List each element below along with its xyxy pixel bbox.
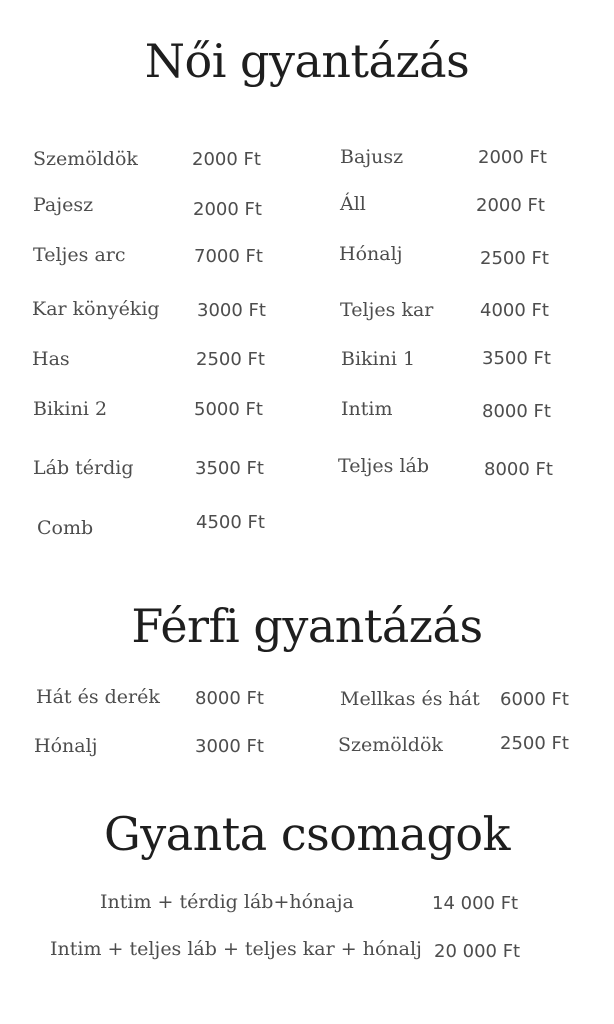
service-name: Láb térdig bbox=[33, 457, 134, 479]
service-price: 2000 Ft bbox=[478, 147, 547, 168]
service-price: 3000 Ft bbox=[197, 300, 266, 321]
service-price: 3500 Ft bbox=[482, 348, 551, 369]
women-section-title: Női gyantázás bbox=[144, 34, 470, 88]
service-name: Hónalj bbox=[34, 735, 98, 757]
service-name: Teljes kar bbox=[340, 299, 434, 321]
service-name: Kar könyékig bbox=[32, 298, 160, 320]
service-price: 4000 Ft bbox=[480, 300, 549, 321]
service-price: 8000 Ft bbox=[484, 459, 553, 480]
service-price: 4500 Ft bbox=[196, 512, 265, 533]
package-name: Intim + térdig láb+hónaja bbox=[100, 891, 354, 913]
service-name: Mellkas és hát bbox=[340, 688, 480, 710]
service-price: 8000 Ft bbox=[195, 688, 264, 709]
service-name: Bajusz bbox=[340, 146, 404, 168]
service-price: 2500 Ft bbox=[480, 248, 549, 269]
package-price: 20 000 Ft bbox=[434, 941, 521, 962]
service-name: Teljes láb bbox=[338, 455, 430, 477]
service-name: Teljes arc bbox=[33, 244, 126, 266]
service-price: 2500 Ft bbox=[500, 733, 569, 754]
service-price: 7000 Ft bbox=[194, 246, 263, 267]
service-name: Bikini 1 bbox=[341, 348, 416, 370]
service-name: Szemöldök bbox=[33, 148, 138, 170]
service-name: Pajesz bbox=[33, 194, 94, 216]
service-price: 2500 Ft bbox=[196, 349, 265, 370]
service-price: 2000 Ft bbox=[476, 195, 545, 216]
service-name: Has bbox=[32, 348, 70, 370]
service-price: 6000 Ft bbox=[500, 689, 569, 710]
package-price: 14 000 Ft bbox=[432, 893, 519, 914]
package-name: Intim + teljes láb + teljes kar + hónalj bbox=[50, 938, 422, 960]
service-name: Szemöldök bbox=[338, 734, 443, 756]
service-price: 2000 Ft bbox=[192, 149, 261, 170]
service-name: Bikini 2 bbox=[33, 398, 108, 420]
service-name: Hónalj bbox=[339, 243, 403, 265]
service-price: 5000 Ft bbox=[194, 399, 263, 420]
packages-section-title: Gyanta csomagok bbox=[104, 807, 510, 861]
service-name: Comb bbox=[37, 517, 94, 539]
service-name: Hát és derék bbox=[36, 686, 160, 708]
service-price: 8000 Ft bbox=[482, 401, 551, 422]
men-section-title: Férfi gyantázás bbox=[131, 599, 483, 653]
service-name: Áll bbox=[340, 193, 366, 215]
service-price: 2000 Ft bbox=[193, 199, 262, 220]
service-price: 3500 Ft bbox=[195, 458, 264, 479]
service-price: 3000 Ft bbox=[195, 736, 264, 757]
service-name: Intim bbox=[341, 398, 393, 420]
